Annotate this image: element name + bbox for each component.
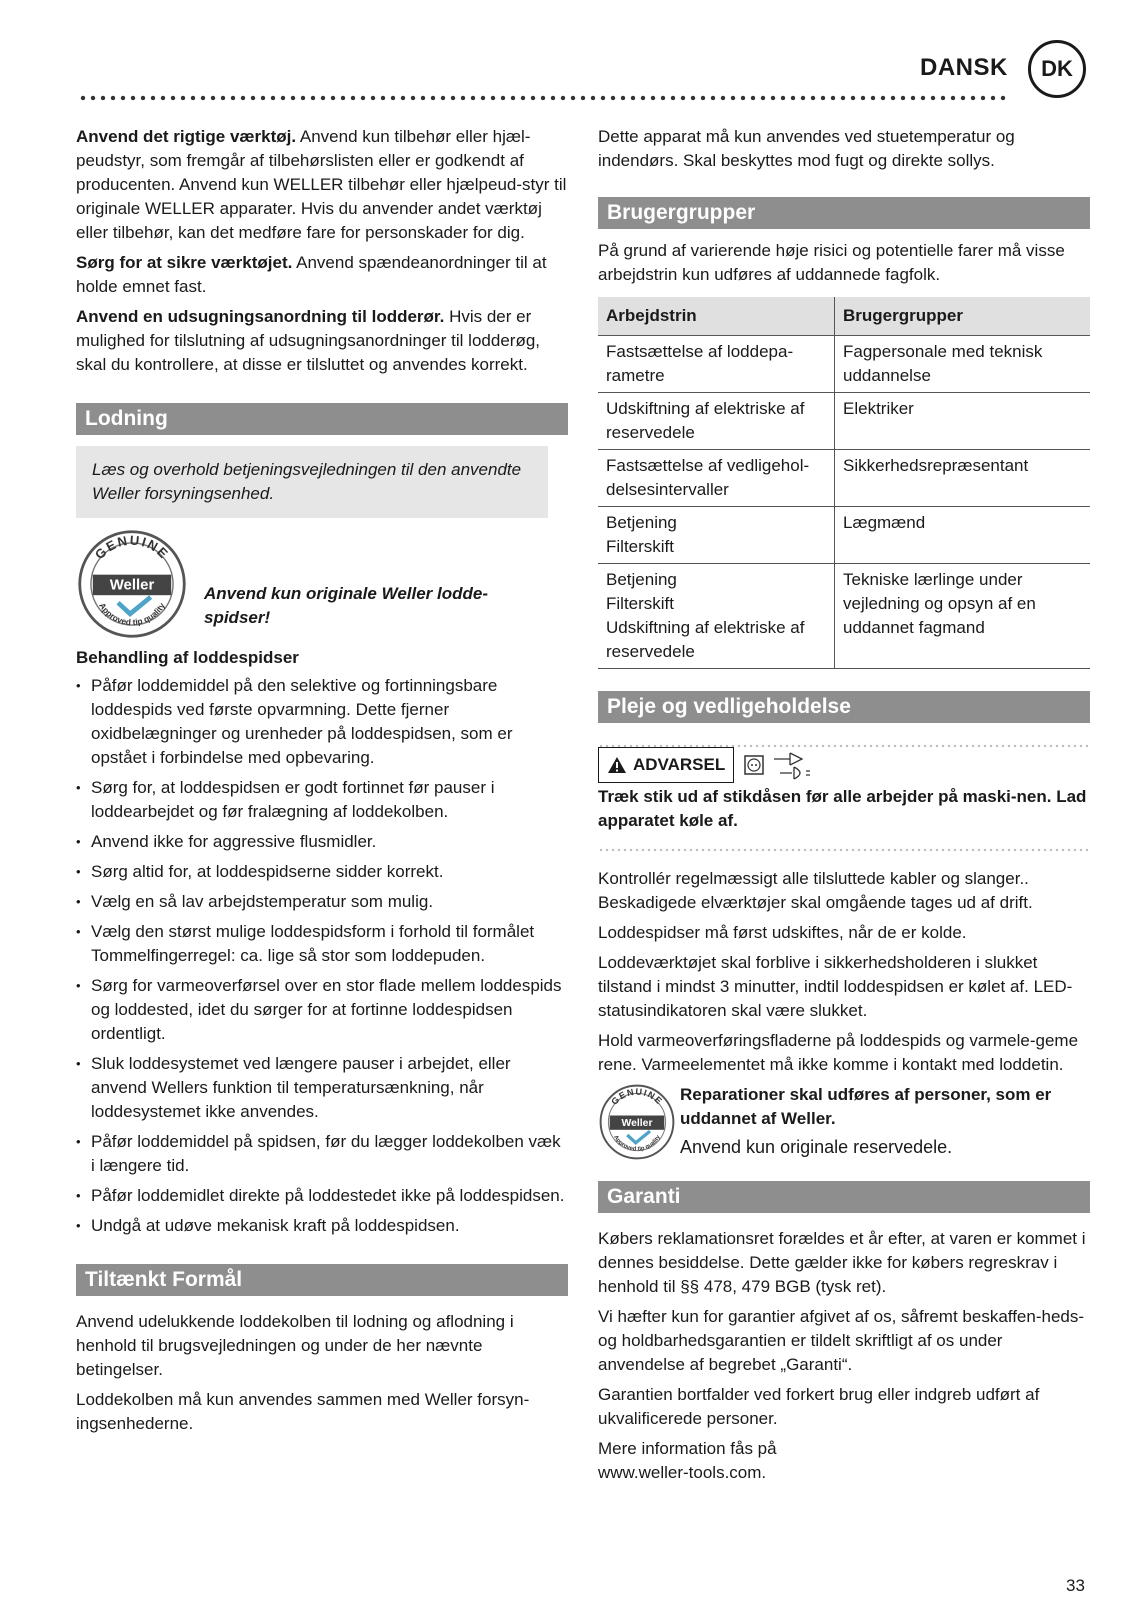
paragraph-secure: Sørg for at sikre værktøjet. Anvend spændeanordninger til at holde emnet fast. [76, 253, 547, 296]
repair-text-block [680, 1083, 1090, 1159]
table-cell: Lægmænd [835, 507, 1091, 564]
list-item: • Påfør loddemiddel på spidsen, før du lægger loddekolben væk i længere tid. [76, 1130, 568, 1178]
genuine-weller-seal-small-icon [598, 1083, 676, 1161]
list-item: • Anvend ikke for aggressive flusmidler. [76, 830, 568, 854]
user-groups-table [598, 297, 1090, 669]
table-cell: Elektriker [835, 393, 1091, 450]
svg-text:Approved tip quality: Approved tip quality [612, 1134, 662, 1153]
list-item: • Sluk loddesystemet ved længere pauser i arbejdet, eller anvend Wellers funktion til temperatursænkning, når loddesystemet ikke anvendes. [76, 1052, 568, 1124]
warning-box [598, 747, 734, 783]
socket-icon [742, 753, 766, 777]
repair-text: Anvend kun originale reservedele. [680, 1137, 953, 1157]
list-item: • Sørg for varmeoverførsel over en stor flade mellem loddespids og loddested, idet du sørger for at fortinne loddespidsen ordentligt. [76, 974, 568, 1046]
paragraph-pleje-1: Kontrollér regelmæssigt alle tilsluttede kabler og slanger.. Beskadigede elværktøjer skal omgående tages ud af drift. [598, 869, 1033, 912]
svg-text:GENUINE: GENUINE [609, 1086, 665, 1107]
paragraph-formaal-1: Anvend udelukkende loddekolben til lodning og aflodning i henhold til brugsvejledningen og under de her nævnte betingelser. [76, 1312, 514, 1379]
left-column [76, 125, 568, 1442]
list-item: • Påfør loddemiddel på den selektive og fortinningsbare loddespids ved første opvarmning. Dette fjerner oxidbelægninger og urenheder på loddespidsen, som er opstået i forbindelse med opbevaring. [76, 674, 568, 770]
genuine-text: Anvend kun originale Weller lodde-spidser! [204, 584, 489, 627]
paragraph-pleje-3: Loddeværktøjet skal forblive i sikkerhedsholderen i slukket tilstand i mindst 3 minutter, indtil loddespidsen er kølet af. LED-statusindikatoren skal være slukket. [598, 953, 1073, 1020]
paragraph-pleje-4: Hold varmeoverføringsfladerne på loddespids og varmele-geme rene. Varmeelementet må ikke komme i kontakt med loddetin. [598, 1031, 1079, 1074]
section-heading-formaal: Tiltænkt Formål [76, 1264, 568, 1296]
paragraph-tools: Anvend det rigtige værktøj. Anvend kun tilbehør eller hjæl-peudstyr, som fremgår af tilbehørslisten eller er godkendt af producenten. Anvend kun WELLER tilbehør eller hjælpeud-styr til originale WELLER apparater. Hvis du anvender andet værktøj eller tilbehør, kan det medføre fare for personskader for dig. [76, 127, 567, 242]
section-heading-garanti: Garanti [598, 1181, 1090, 1213]
list-item: • Vælg den størst mulige loddespidsform i forhold til formålet Tommelfingerregel: ca. lige så stor som loddepuden. [76, 920, 568, 968]
paragraph-garanti-4: Mere information fås på www.weller-tools.com. [598, 1439, 777, 1482]
repair-bold-text: Reparationer skal udføres af personer, som er uddannet af Weller. [680, 1085, 1052, 1128]
table-row [598, 564, 1090, 669]
list-item: • Undgå at udøve mekanisk kraft på loddespidsen. [76, 1214, 568, 1238]
table-row [598, 336, 1090, 393]
paragraph-garanti-2: Vi hæfter kun for garantier afgivet af os, såfremt beskaffen-heds- og holdbarhedsgarantien er tildelt skriftligt af os under anvendelse af begrebet „Garanti“. [598, 1307, 1085, 1374]
table-cell: Tekniske lærlinge under vejledning og opsyn af en uddannet fagmand [835, 564, 1091, 669]
svg-text:Approved tip quality: Approved tip quality [97, 600, 167, 628]
paragraph-brugergrupper: På grund af varierende høje risici og potentielle farer må visse arbejdstrin kun udføres af uddannede fagfolk. [598, 241, 1065, 284]
warning-label: ADVARSEL [633, 755, 726, 774]
section-heading-lodning: Lodning [76, 403, 568, 435]
paragraph-pleje-2: Loddespidser må først udskiftes, når de er kolde. [598, 923, 967, 942]
genuine-notice [76, 528, 568, 640]
paragraph-garanti-1: Købers reklamationsret forældes et år efter, at varen er kommet i dennes besiddelse. Dette gælder ikke for købers regreskrav i henhold til §§ 478, 479 BGB (tysk ret). [598, 1229, 1086, 1296]
paragraph-garanti-3: Garantien bortfalder ved forkert brug eller indgreb udført af ukvalificerede personer. [598, 1385, 1040, 1428]
table-cell: Sikkerhedsrepræsentant [835, 450, 1091, 507]
warning-triangle-icon [607, 756, 627, 774]
page-number: 33 [1066, 1576, 1085, 1595]
paragraph-formaal-2: Loddekolben må kun anvendes sammen med Weller forsyn-ingsenhederne. [76, 1390, 530, 1433]
subheading-tip-care: Behandling af loddespidser [76, 648, 299, 667]
table-row [598, 450, 1090, 507]
svg-text:Weller: Weller [621, 1117, 653, 1129]
repair-notice [598, 1083, 1090, 1161]
table-cell: Fagpersonale med teknisk uddannelse [835, 336, 1091, 393]
warning-text: Træk stik ud af stikdåsen før alle arbejder på maski-nen. Lad apparatet køle af. [598, 787, 1087, 830]
table-cell: Fastsættelse af loddepa-rametre [598, 336, 835, 393]
language-badge: DK [1028, 40, 1086, 98]
language-label: DANSK [920, 54, 1008, 81]
paragraph-extraction: Anvend en udsugningsanordning til lodderør. Hvis der er mulighed for tilslutning af udsugningsanordninger til lodderøg, skal du kontrollere, at disse er tilsluttet og anvendes korrekt. [76, 307, 541, 374]
section-heading-pleje: Pleje og vedligeholdelse [598, 691, 1090, 723]
header-divider [78, 95, 1008, 101]
right-column [598, 125, 1090, 1491]
paragraph-intro: Dette apparat må kun anvendes ved stuetemperatur og indendørs. Skal beskyttes mod fugt og direkte sollys. [598, 127, 1015, 170]
table-header: Brugergrupper [835, 297, 1091, 336]
note-box: Læs og overhold betjeningsvejledningen til den anvendte Weller forsyningsenhed. [76, 446, 548, 518]
table-cell: Betjening Filterskift [598, 507, 835, 564]
list-item: • Vælg en så lav arbejdstemperatur som mulig. [76, 890, 568, 914]
table-header: Arbejdstrin [598, 297, 835, 336]
table-cell: Fastsættelse af vedligehol-delsesintervaller [598, 450, 835, 507]
tip-care-list [76, 674, 568, 1238]
warning-row [598, 747, 1090, 783]
section-heading-brugergrupper: Brugergrupper [598, 197, 1090, 229]
svg-text:GENUINE: GENUINE [91, 532, 173, 563]
svg-text:Weller: Weller [109, 576, 155, 594]
table-row [598, 507, 1090, 564]
table-cell: Udskiftning af elektriske af reservedele [598, 393, 835, 450]
list-item: • Påfør loddemidlet direkte på loddestedet ikke på loddespidsen. [76, 1184, 568, 1208]
unplug-icon [772, 749, 812, 781]
list-item: • Sørg altid for, at loddespidserne sidder korrekt. [76, 860, 568, 884]
genuine-weller-seal-icon [76, 528, 188, 640]
divider [598, 847, 1090, 853]
list-item: • Sørg for, at loddespidsen er godt fortinnet før pauser i loddearbejdet og før fralægning af loddekolben. [76, 776, 568, 824]
table-row [598, 393, 1090, 450]
table-cell: Betjening Filterskift Udskiftning af elektriske af reservedele [598, 564, 835, 669]
